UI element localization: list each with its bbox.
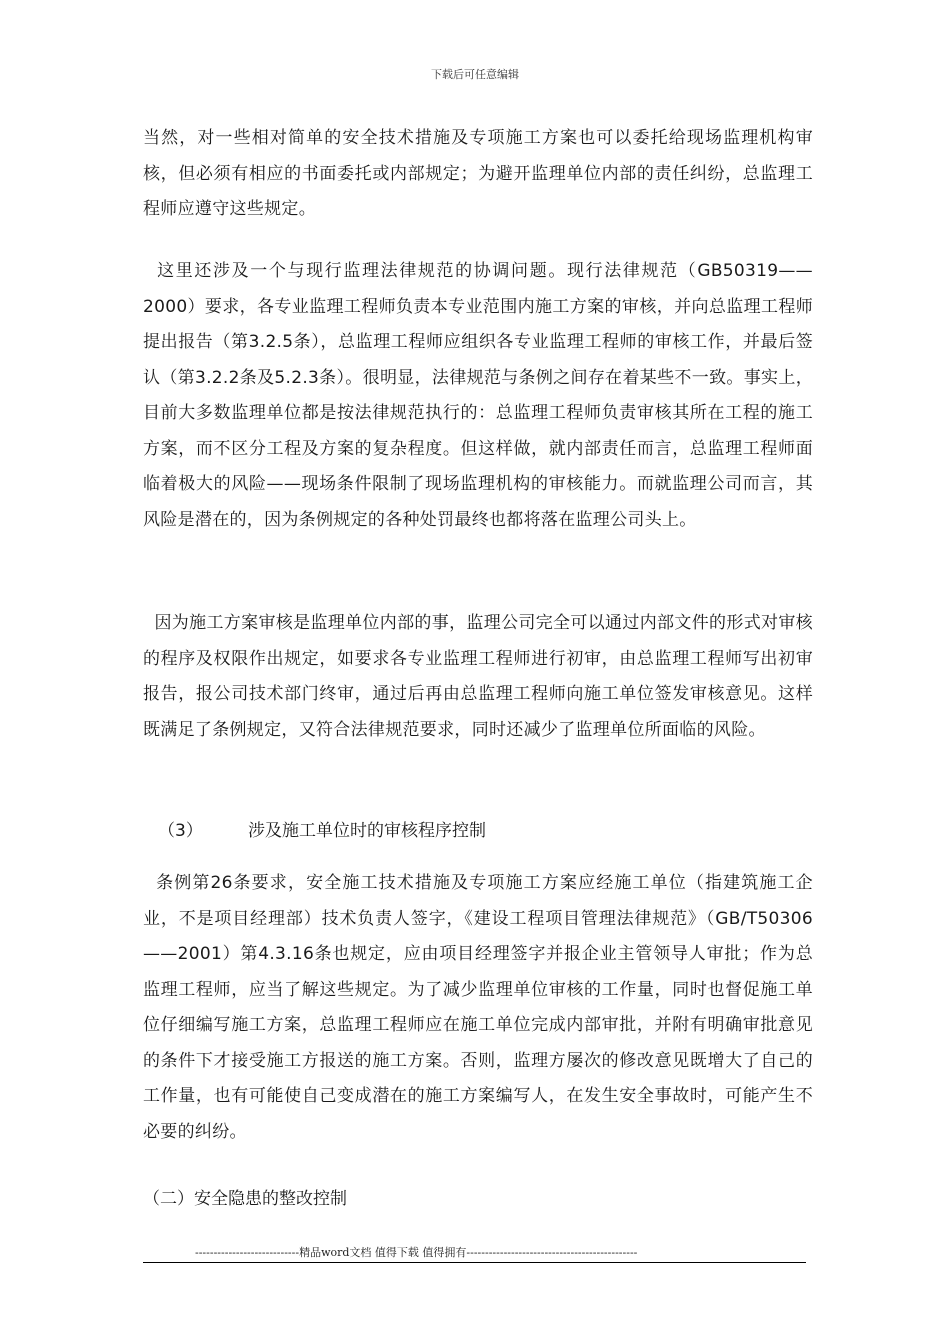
paragraph-1: 当然，对一些相对简单的安全技术措施及专项施工方案也可以委托给现场监理机构审核，但必须有相应的书面委托或内部规定；为避开监理单位内部的责任纠纷，总监理工程师应遵守这些规定。 [143, 128, 813, 219]
paragraph-3: 因为施工方案审核是监理单位内部的事，监理公司完全可以通过内部文件的形式对审核的程序及权限作出规定，如要求各专业监理工程师进行初审，由总监理工程师写出初审报告，报公司技术部门终审，通过后再由总监理工程师向施工单位签发审核意见。这样既满足了条例规定，又符合法律规范要求，同时还减少了监理单位所面临的风险。 [143, 613, 813, 740]
footer-rule [143, 1262, 806, 1263]
section-heading-2: （二）安全隐患的整改控制 [143, 1189, 347, 1209]
subheading-3 [143, 814, 813, 849]
subheading-3-title: 涉及施工单位时的审核程序控制 [248, 821, 486, 841]
paragraph-2: 这里还涉及一个与现行监理法律规范的协调问题。现行法律规范（GB50319——2000）要求，各专业监理工程师负责本专业范围内施工方案的审核，并向总监理工程师提出报告（第3.2.5条），总监理工程师应组织各专业监理工程师的审核工作，并最后签认（第3.2.2条及5.2.3条）。很明显，法律规范与条例之间存在着某些不一致。事实上，目前大多数监理单位都是按法律规范执行的：总监理工程师负责审核其所在工程的施工方案，而不区分工程及方案的复杂程度。但这样做，就内部责任而言，总监理工程师面临着极大的风险——现场条件限制了现场监理机构的审核能力。而就监理公司而言，其风险是潜在的，因为条例规定的各种处罚最终也都将落在监理公司头上。 [143, 261, 813, 530]
footer-text: ----------------------------精品word文档 值得下载 值得拥有---------------------------------------------- [195, 1246, 638, 1259]
page-header: 下载后可任意编辑 [431, 68, 519, 81]
paragraph-4: 条例第26条要求，安全施工技术措施及专项施工方案应经施工单位（指建筑施工企业，不是项目经理部）技术负责人签字，《建设工程项目管理法律规范》（GB/T50306——2001）第4.3.16条也规定，应由项目经理签字并报企业主管领导人审批；作为总监理工程师，应当了解这些规定。为了减少监理单位审核的工作量，同时也督促施工单位仔细编写施工方案，总监理工程师应在施工单位完成内部审批，并附有明确审批意见的条件下才接受施工方报送的施工方案。否则，监理方屡次的修改意见既增大了自己的工作量，也有可能使自己变成潜在的施工方案编写人，在发生安全事故时，可能产生不必要的纠纷。 [143, 873, 813, 1142]
subheading-3-number: （3） [158, 821, 203, 841]
